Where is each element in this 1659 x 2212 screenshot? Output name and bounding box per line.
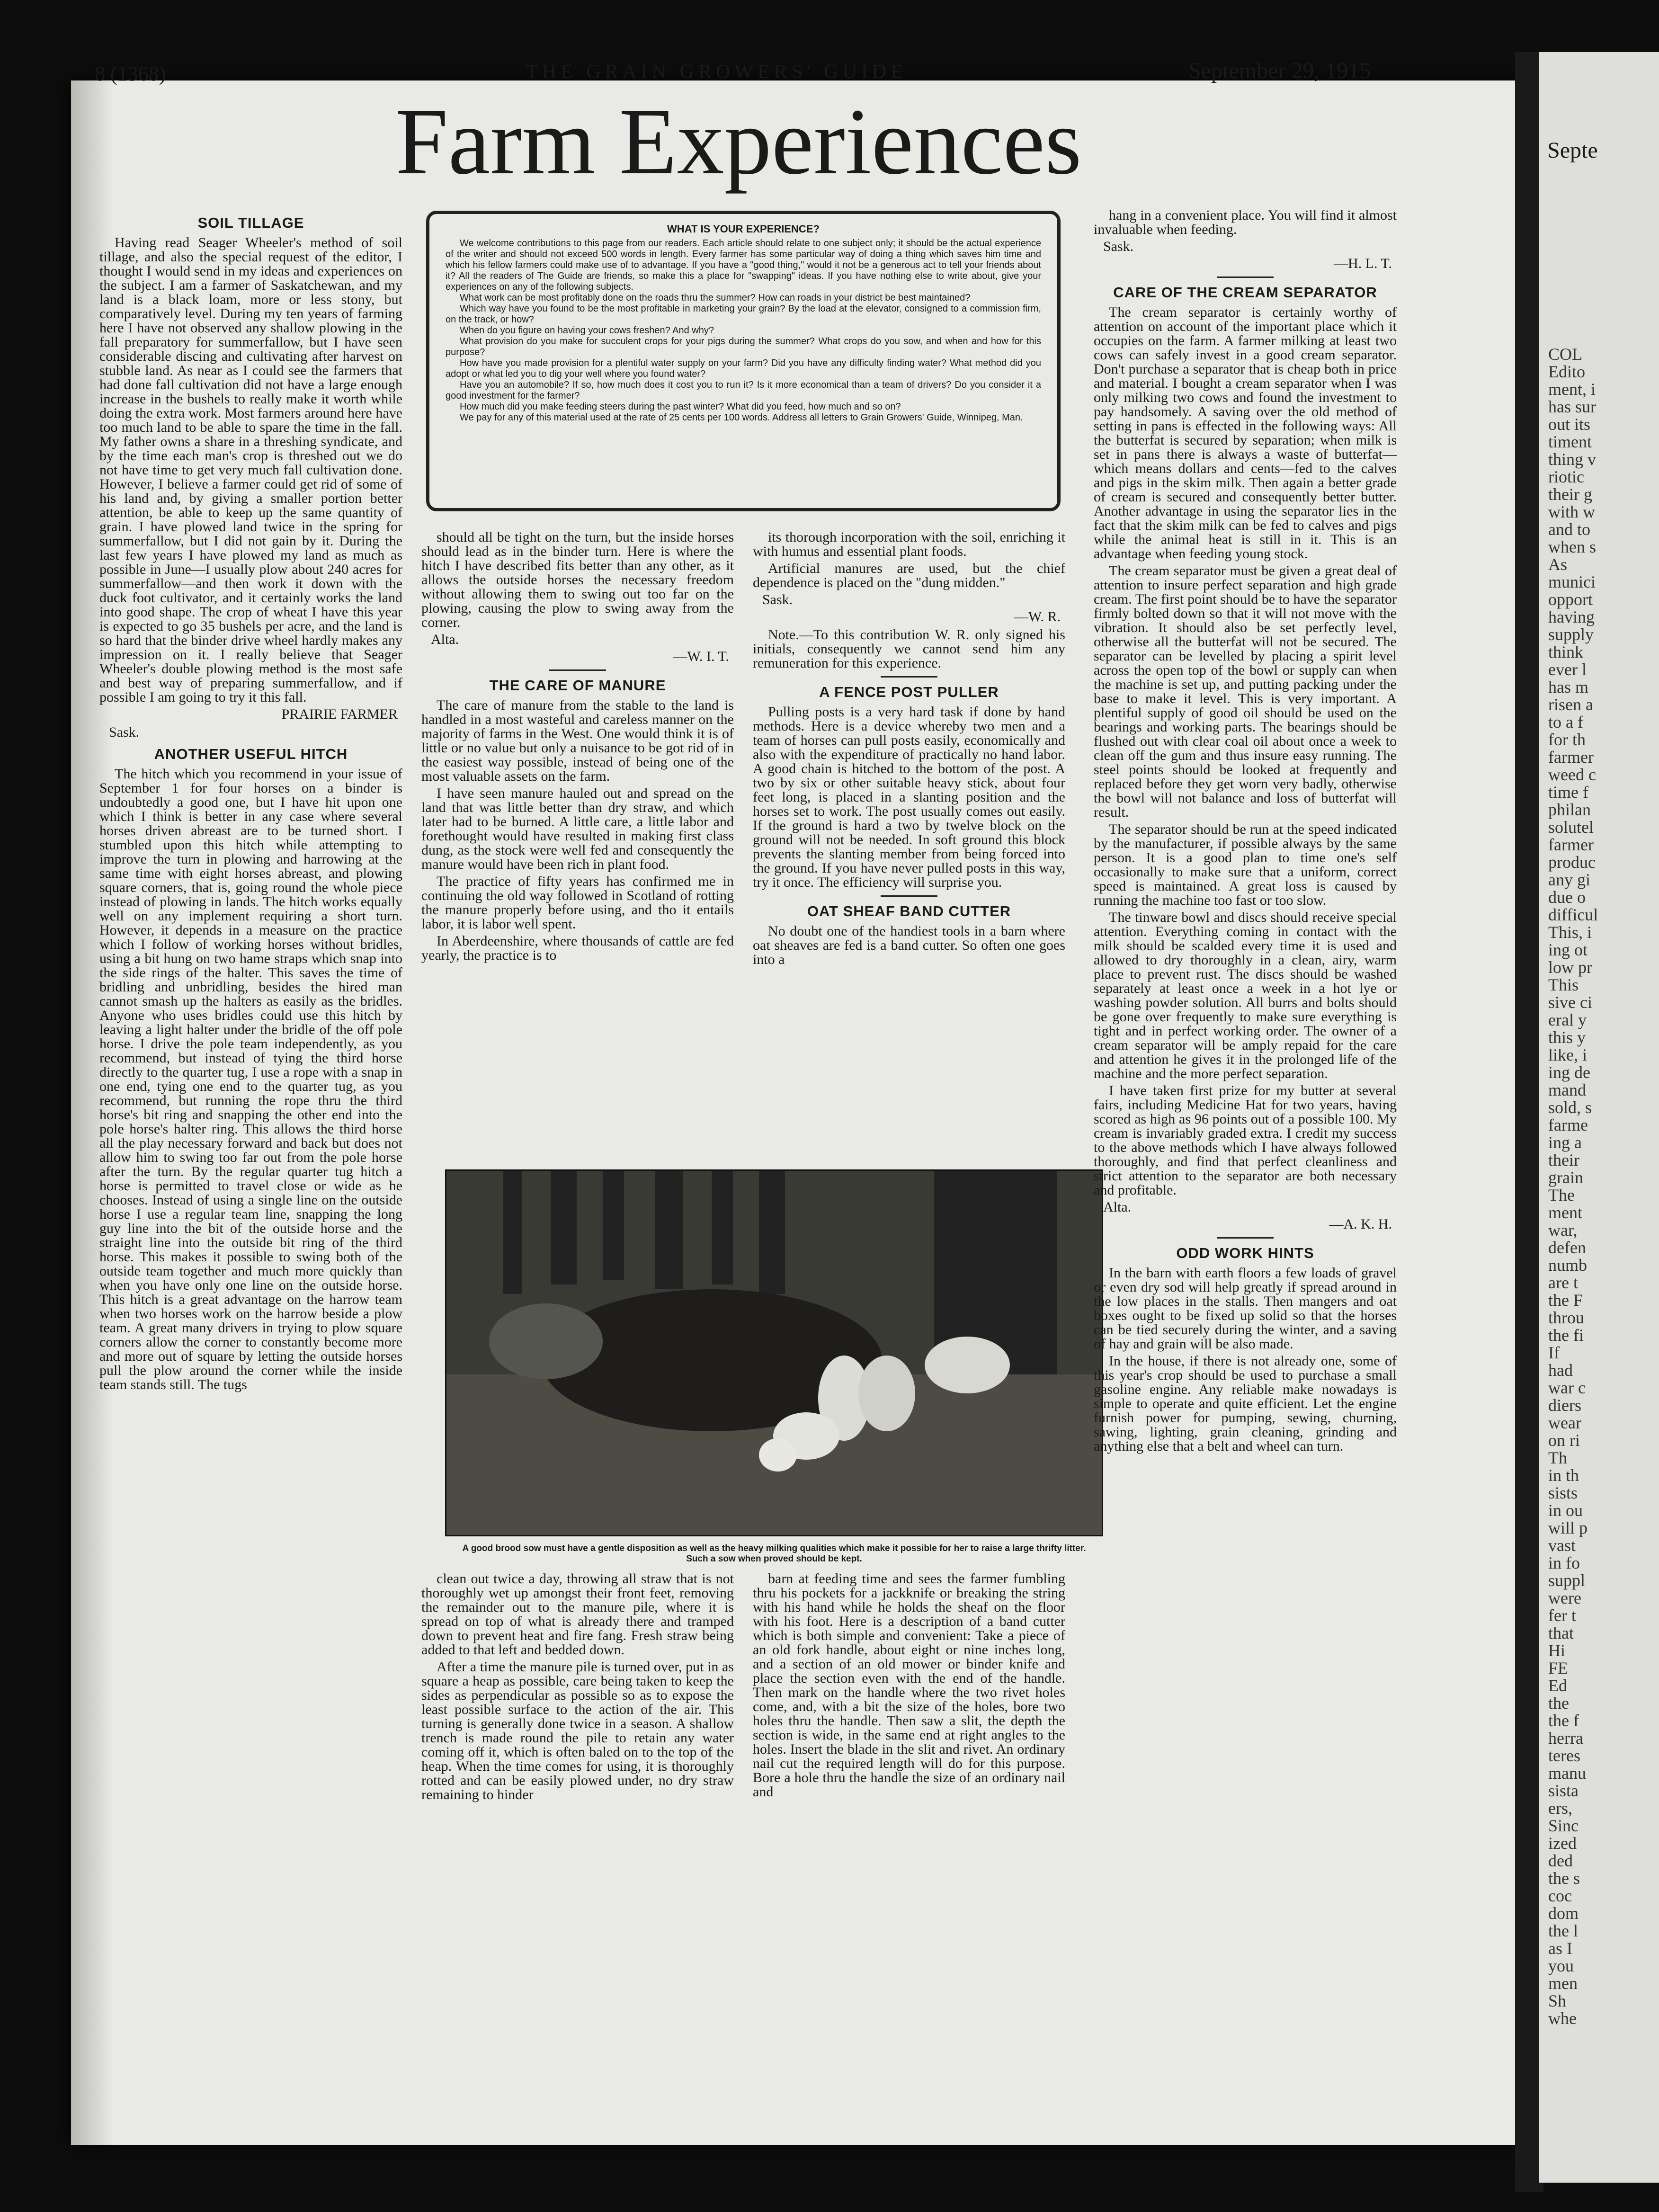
adjacent-page-fragment: ment <box>1548 1203 1582 1222</box>
article-place: Sask. <box>1103 239 1134 254</box>
adjacent-page-fragment: ing a <box>1548 1133 1582 1152</box>
adjacent-page-fragment: supply <box>1548 625 1594 644</box>
adjacent-page-fragment: the f <box>1548 1711 1579 1730</box>
adjacent-page-fragment: whe <box>1548 2009 1577 2028</box>
editor-note: Note.—To this contribution W. R. only signed his initials, consequently we cannot send him any remuneration for this experience. <box>753 627 1065 671</box>
adjacent-page-fragment: Sh <box>1548 1991 1567 2010</box>
article-paragraph: should all be tight on the turn, but the inside horses should lead as in the binder turn. Here is where the hitch I have described fits better than any other, as it allows the outside horses the necessary freedom without allowing them to swing out too far on the plowing, causing the plow to swing away from the corner. <box>421 529 734 630</box>
adjacent-page-fragment: for th <box>1548 730 1586 749</box>
page-number: 8 (1368) <box>95 62 166 85</box>
adjacent-page-date: Septe <box>1547 138 1598 163</box>
article-heading: SOIL TILLAGE <box>197 214 304 231</box>
adjacent-page-fragment: Hi <box>1548 1641 1565 1660</box>
adjacent-page-fragment: defen <box>1548 1238 1586 1257</box>
adjacent-page-fragment: thing v <box>1548 450 1597 469</box>
adjacent-page <box>1539 52 1659 2183</box>
article-paragraph: The hitch which you recommend in your issue of September 1 for four horses on a binder is undoubtedly a good one, but I have hit upon one which I think is better in any case where several horses driven abreast are to be turned short. I stumbled upon this hitch while attempting to improve the turn in plowing and harrowing at the same time with eight horses abreast, and plowing square corners, that is, going round the whole piece instead of plowing in lands. The hitch works equally well on any implement requiring a short turn. However, it depends in a measure on the practice which I follow of working horses without bridles, using a bit hung on two hame straps which snap into the side rings of the halter. This saves the time of bridling and unbridling, besides the hired man cannot smash up the halters as easily as the bridles. Anyone who uses bridles could use this hitch by leaving a light halter under the bridle of the off pole horse. I drive the pole team independently, as you recommend, but instead of tying the third horse directly to the quarter tug, I use a rope with a snap in one end, tying one end to the quarter tug, as you recommend, but running the rope thru the third horse's bit ring and snapping the other end into the pole horse's halter ring. This allows the third horse all the play necessary forward and back but does not allow him to swing too far out from the pole horse after the turn. By the regular quarter tug hitch a horse is permitted to travel close or wide as he chooses. Instead of using a single line on the outside horse I use a regular team line, snapping the long guy line into the bit of the outside horse and the straight line into the outside bit ring of the third horse. This makes it possible to swing both of the outside team together and much more quickly than when you have only one line on the outside horse. This hitch is a great advantage on the harrow team when two horses work on the harrow beside a plow team. A great many drivers in trying to plow square corners allow the corner to constantly become more and more out of square by letting the outside horses pull the plow around the corner while the inside team stands still. The tugs <box>99 766 402 1392</box>
info-box-question: Which way have you found to be the most profitable in marketing your grain? By the load at the elevator, consigned to a commission firm, on the track, or how? <box>446 303 1041 325</box>
contribution-info-box <box>426 211 1061 511</box>
column-4 <box>1094 208 1397 1456</box>
adjacent-page-fragment: opport <box>1548 590 1593 609</box>
article-paragraph: The separator should be run at the speed indicated by the manufacturer, if possible always by the same person. It is a good plan to time one's self occasionally to make sure that a uniform, correct speed is maintained. A great loss is caused by running the machine too fast or too slow. <box>1094 821 1397 908</box>
adjacent-page-fragment: will p <box>1548 1518 1588 1537</box>
adjacent-page-fragment: The <box>1548 1186 1575 1204</box>
article-heading: A FENCE POST PULLER <box>819 684 999 700</box>
adjacent-page-fragment: grain <box>1548 1168 1583 1187</box>
adjacent-page-fragment: the s <box>1548 1869 1580 1888</box>
adjacent-page-fragment: the l <box>1548 1921 1578 1940</box>
adjacent-page-fragment: If <box>1548 1343 1560 1362</box>
divider <box>1217 276 1274 278</box>
adjacent-page-fragment: the fi <box>1548 1326 1584 1345</box>
adjacent-page-fragment: low pr <box>1548 958 1592 977</box>
article-paragraph: The cream separator must be given a great deal of attention to insure perfect separation and high grade cream. The first point should be to have the separator firmly bolted down so that it will not move with the vibration. It should also be set perfectly level, otherwise all the butterfat will not be secured. The separator can be levelled by placing a spirit level across the open top of the bowl or supply can when the machine is set up, and putting packing under the base to make it level. This is very important. A plentiful supply of good oil should be used on the bearings and working parts. The bearings should be flushed out with clear coal oil about once a week to clean off the gum and thus insure easy running. The steel points should be looked at frequently and replaced before they get worn very badly, otherwise the bowl will not balance and loss of butterfat will result. <box>1094 563 1397 820</box>
adjacent-page-fragment: are t <box>1548 1273 1578 1292</box>
info-box-heading: WHAT IS YOUR EXPERIENCE? <box>667 223 820 235</box>
adjacent-page-fragment: sold, s <box>1548 1098 1592 1117</box>
adjacent-page-fragment: when s <box>1548 537 1596 556</box>
divider <box>881 676 937 678</box>
article-paragraph: hang in a convenient place. You will find it almost invaluable when feeding. <box>1094 207 1397 237</box>
adjacent-page-fragment: solutel <box>1548 818 1594 837</box>
adjacent-page-fragment: diers <box>1548 1396 1581 1415</box>
adjacent-page-fragment: Sinc <box>1548 1816 1579 1835</box>
adjacent-page-fragment: throu <box>1548 1308 1584 1327</box>
article-heading: THE CARE OF MANURE <box>489 677 666 694</box>
adjacent-page-fragment: eral y <box>1548 1010 1587 1029</box>
article-paragraph: The practice of fifty years has confirmed me in continuing the old way followed in Scotland of rotting the manure properly before using, and tho it entails labor, it is labor well spent. <box>421 874 734 932</box>
adjacent-page-fragment: vast <box>1548 1536 1576 1555</box>
adjacent-page-fragment: ing ot <box>1548 940 1588 959</box>
adjacent-page-fragment: difficul <box>1548 905 1598 924</box>
article-paragraph: Having read Seager Wheeler's method of soil tillage, and also the special request of the editor, I thought I would send in my ideas and experiences on the subject. I am a farmer of Saskatchewan, and my land is a black loam, more or less stony, but comparatively level. During my ten years of farming here I have not observed any shallow plowing in the fall preparatory for summerfallow, but I have seen considerable discing and cultivating after harvest on stubble land. As near as I could see the farmers that had done fall cultivation did not have a large enough increase in the bushels to really make it worth while doing the extra work. Most farmers around here have too much land to be able to spare the time in the fall. My father owns a share in a threshing syndicate, and by the time each man's crop is threshed out we do not have time to get very much fall cultivation done. However, I believe a farmer could get rid of some of his land and, by giving a smaller portion better attention, be able to keep up the same quantity of grain. I have plowed land twice in the spring for summerfallow, but I did not gain by it. During the last few years I have plowed my land as much as possible in June—I usually plow about 240 acres for summerfallow—and then work it down with the duck foot cultivator, and it certainly works the land into good shape. The crop of wheat I have this year is expected to go 35 bushels per acre, and the land is so hard that the binder drive wheel hardly makes any impression on it. I really believe that Seager Wheeler's double plowing method is the most safe and best way of preparing summerfallow, and if possible I am going to try it this fall. <box>99 235 402 705</box>
article-heading: OAT SHEAF BAND CUTTER <box>807 903 1011 919</box>
adjacent-page-fragment: due o <box>1548 888 1586 907</box>
article-paragraph: No doubt one of the handiest tools in a barn where oat sheaves are fed is a band cutter. So often one goes into a <box>753 923 1065 967</box>
article-signature: —W. I. T. <box>673 649 729 664</box>
article-place: Sask. <box>109 724 140 740</box>
adjacent-page-fragment: war, <box>1548 1221 1578 1240</box>
adjacent-page-fragment: the F <box>1548 1291 1583 1310</box>
article-paragraph: The tinware bowl and discs should receive special attention. Everything coming in contact with the milk should be scalded every time it is used and allowed to dry thoroughly in a clean, airy, warm place to prevent rust. The discs should be washed separately at least once a week in a hot lye or washing powder solution. All burrs and bolts should be gone over frequently to make sure everything is tight and in perfect working order. The owner of a cream separator will be amply repaid for the care and attention he gives it in the prolonged life of the machine and the more perfect separation. <box>1094 910 1397 1081</box>
adjacent-page-fragment: This <box>1548 975 1579 994</box>
adjacent-page-fragment: munici <box>1548 572 1596 591</box>
info-box-question: What work can be most profitably done on the roads thru the summer? How can roads in your district be best maintained? <box>460 293 971 303</box>
adjacent-page-fragment: their g <box>1548 485 1592 504</box>
article-place: Sask. <box>762 592 793 607</box>
adjacent-page-fragment: As <box>1548 555 1568 574</box>
divider <box>1217 1237 1274 1239</box>
adjacent-page-fragment: think <box>1548 642 1584 661</box>
adjacent-page-fragment: any gi <box>1548 870 1590 889</box>
photo-frame <box>445 1169 1103 1586</box>
adjacent-page-fragment: in fo <box>1548 1553 1580 1572</box>
column-2 <box>421 530 734 965</box>
adjacent-page-fragment: has m <box>1548 678 1588 696</box>
info-box-question: Have you an automobile? If so, how much does it cost you to run it? Is it more economical than a team of drivers? Do you consider it a good investment for the farmer? <box>446 380 1041 401</box>
adjacent-page-fragment: ers, <box>1548 1799 1572 1818</box>
article-paragraph: barn at feeding time and sees the farmer fumbling thru his pockets for a jackknife or breaking the string with his hand while he holds the sheaf on the floor with his foot. Here is a description of a band cutter which is both simple and convenient: Take a piece of an old fork handle, about eight or nine inches long, and a section of an old mower or binder knife and place the section even with the end of the handle. Then mark on the handle where the two rivet holes come, and, with a bit the size of the holes, bore two holes thru the handle. Then saw a slit, the depth the section is wide, in the same end at right angles to the holes. Insert the blade in the slit and rivet. An ordinary nail cut the required length will do for this purpose. Bore a hole thru the handle the size of an ordinary nail and <box>753 1571 1065 1800</box>
column-1 <box>99 208 402 1395</box>
article-paragraph: In the house, if there is not already one, some of this year's crop should be used to purchase a small gasoline engine. Any reliable make nowadays is simple to operate and quite efficient. Let the engine furnish power for pumping, sewing, churning, sawing, lighting, grain cleaning, grinding and anything else that a belt and wheel can turn. <box>1094 1353 1397 1454</box>
publication-name: THE GRAIN GROWERS' GUIDE <box>526 61 907 83</box>
column-2-lower <box>421 1572 734 1805</box>
adjacent-page-fragment: and to <box>1548 520 1590 539</box>
adjacent-page-fragment: wear <box>1548 1413 1581 1432</box>
article-paragraph: its thorough incorporation with the soil, enriching it with humus and essential plant foods. <box>753 529 1065 559</box>
adjacent-page-fragment: war c <box>1548 1378 1586 1397</box>
divider <box>881 895 937 897</box>
adjacent-page-fragment: this y <box>1548 1028 1586 1047</box>
adjacent-page-fragment: herra <box>1548 1729 1583 1748</box>
adjacent-page-fragment: weed c <box>1548 765 1596 784</box>
info-box-question: When do you figure on having your cows freshen? And why? <box>460 325 714 336</box>
article-paragraph: Pulling posts is a very hard task if done by hand methods. Here is a device whereby two men and a team of horses can pull posts easily, economically and also with the expenditure of practically no hand labor. A good chain is hitched to the bottom of the post. A two by six or other suitable heavy stick, about four feet long, is placed in a slanting position and the horses set to work. The post usually comes out easily. If the ground is hard a two by twelve block on the ground will not be needed. In soft ground this block prevents the slanting member from being forced into the ground. If you have never pulled posts in this way, try it once. The efficiency will surprise you. <box>753 704 1065 890</box>
adjacent-page-text <box>1548 346 1659 2027</box>
adjacent-page-fragment: men <box>1548 1974 1578 1993</box>
article-paragraph: The cream separator is certainly worthy of attention on account of the important place which it occupies on the farm. A farmer milking at least two cows can safely invest in a good cream separator. Don't purchase a separator that is cheap both in price and material. I bought a cream separator when I was only milking two cows and found the investment to pay handsomely. A saving over the old method of setting in pans is effected in the following ways: All the butterfat is secured by separation; when milk is set in pans there is always a waste of butterfat—which means dollars and cents—fed to the calves and pigs in the skim milk. Then again a better grade of cream is secured and consequently better butter. Another advantage in using the separator lies in the fact that the skim milk can be fed to calves and pigs while the animal heat is still in it. This is an advantage when feeding young stock. <box>1094 304 1397 562</box>
adjacent-page-fragment: produc <box>1548 853 1596 872</box>
adjacent-page-fragment: ment, i <box>1548 380 1596 399</box>
info-box-question: What provision do you make for succulent crops for your pigs during the summer? What crops do you sow, and when and how for this purpose? <box>446 336 1041 357</box>
article-heading: CARE OF THE CREAM SEPARATOR <box>1113 284 1377 301</box>
adjacent-page-fragment: Edito <box>1548 362 1585 381</box>
adjacent-page-fragment: sive ci <box>1548 993 1592 1012</box>
adjacent-page-fragment: their <box>1548 1151 1579 1169</box>
adjacent-page-fragment: ing de <box>1548 1063 1590 1082</box>
adjacent-page-fragment: that <box>1548 1623 1574 1642</box>
adjacent-page-fragment: had <box>1548 1361 1573 1380</box>
adjacent-page-fragment: ded <box>1548 1851 1573 1870</box>
article-paragraph: In Aberdeenshire, where thousands of cattle are fed yearly, the practice is to <box>421 933 734 963</box>
article-heading: ODD WORK HINTS <box>1176 1245 1314 1261</box>
article-paragraph: Artificial manures are used, but the chief dependence is placed on the "dung midden." <box>753 561 1065 590</box>
article-place: Alta. <box>1103 1199 1132 1215</box>
adjacent-page-fragment: to a f <box>1548 713 1583 731</box>
adjacent-page-fragment: Ed <box>1548 1676 1567 1695</box>
adjacent-page-fragment: on ri <box>1548 1431 1580 1450</box>
adjacent-page-fragment: farme <box>1548 1115 1588 1134</box>
adjacent-page-fragment: ized <box>1548 1834 1577 1853</box>
adjacent-page-fragment: dom <box>1548 1904 1579 1923</box>
article-paragraph: After a time the manure pile is turned over, put in as square a heap as possible, care being taken to keep the sides as perpendicular as possible so as to expose the least possible surface to the action of the air. This turning is generally done twice in a season. A shallow trench is made round the pile to retain any water coming off it, which is often baled on to the top of the heap. When the time comes for using, it is thoroughly rotted and can be easily plowed under, no dry straw remaining to hinder <box>421 1659 734 1802</box>
adjacent-page-fragment: were <box>1548 1588 1581 1607</box>
adjacent-page-fragment: having <box>1548 607 1595 626</box>
adjacent-page-fragment: timent <box>1548 432 1592 451</box>
adjacent-page-fragment: philan <box>1548 800 1591 819</box>
adjacent-page-fragment: farmer <box>1548 748 1594 767</box>
article-signature: PRAIRIE FARMER <box>281 706 398 722</box>
article-signature: —W. R. <box>1014 609 1061 624</box>
adjacent-page-fragment: like, i <box>1548 1045 1587 1064</box>
adjacent-page-fragment: sista <box>1548 1781 1579 1800</box>
article-paragraph: clean out twice a day, throwing all straw that is not thoroughly wet up amongst their front feet, removing the remainder out to the manure pile, where it is spread on top of what is already there and tramped down to prevent heat and fire fang. Fresh straw being added to that left and bedded down. <box>421 1571 734 1658</box>
column-3 <box>753 530 1065 970</box>
adjacent-page-fragment: sists <box>1548 1483 1578 1502</box>
adjacent-page-fragment: numb <box>1548 1256 1588 1275</box>
sow-and-piglets-illustration <box>446 1171 1102 1535</box>
info-box-intro: We welcome contributions to this page from our readers. Each article should relate to one subject only; it should be the actual experience of the writer and should not exceed 500 words in length. Every farmer has some particular way of doing a thing which saves him time and which his fellow farmers could make use of to advantage. If you have a "good thing," would it not be a generous act to tell your friends about it? All the readers of The Guide are friends, so make this a place for "swapping" ideas. If you have nothing else to write about, give your experiences on any of the following subjects. <box>446 238 1041 292</box>
adjacent-page-fragment: This, i <box>1548 923 1592 942</box>
adjacent-page-fragment: risen a <box>1548 695 1593 714</box>
article-paragraph: In the barn with earth floors a few loads of gravel or even dry sod will help greatly if spread around in the low places in the stalls. Then mangers and oat boxes ought to be fixed up solid so that the horses can be tied securely during the winter, and a saving of hay and grain will be also made. <box>1094 1265 1397 1352</box>
adjacent-page-fragment: fer t <box>1548 1606 1576 1625</box>
adjacent-page-fragment: manu <box>1548 1764 1586 1783</box>
adjacent-page-fragment: COL <box>1548 345 1582 364</box>
info-box-question: How much did you make feeding steers during the past winter? What did you feed, how much and so on? <box>460 401 901 412</box>
adjacent-page-fragment: time f <box>1548 783 1588 802</box>
info-box-question: How have you made provision for a plentiful water supply on your farm? Did you have any difficulty finding water? What method did you adopt or what led you to dig your well where you found water? <box>446 358 1041 379</box>
adjacent-page-fragment: suppl <box>1548 1571 1586 1590</box>
adjacent-page-fragment: FE <box>1548 1659 1569 1677</box>
adjacent-page-fragment: you <box>1548 1956 1574 1975</box>
issue-date: September 29, 1915 <box>1188 58 1371 83</box>
adjacent-page-fragment: with w <box>1548 502 1595 521</box>
adjacent-page-fragment: coc <box>1548 1886 1572 1905</box>
article-paragraph: I have seen manure hauled out and spread on the land that was little better than dry straw, and which later had to be burned. A little care, a little labor and forethought would have resulted in making first class dung, as the stock were well fed and consequently the manure would have been rich in plant food. <box>421 785 734 872</box>
info-box-footer: We pay for any of this material used at the rate of 25 cents per 100 words. Address all letters to Grain Growers' Guide, Winnipeg, Man. <box>460 412 1023 423</box>
article-signature: —H. L. T. <box>1333 256 1392 271</box>
divider <box>549 669 606 671</box>
adjacent-page-fragment: the <box>1548 1694 1569 1713</box>
photo-caption: A good brood sow must have a gentle disposition as well as the heavy milking qualities which make it possible for her to raise a large thrifty litter. Such a sow when proved should be kept. <box>462 1543 1086 1564</box>
article-signature: —A. K. H. <box>1329 1216 1392 1232</box>
adjacent-page-fragment: Th <box>1548 1448 1567 1467</box>
column-3-lower <box>753 1572 1065 1802</box>
adjacent-page-fragment: has sur <box>1548 397 1596 416</box>
adjacent-page-fragment: as I <box>1548 1939 1572 1958</box>
adjacent-page-fragment: in ou <box>1548 1501 1583 1520</box>
adjacent-page-fragment: ever l <box>1548 660 1587 679</box>
article-heading: ANOTHER USEFUL HITCH <box>154 746 348 762</box>
page-title: Farm Experiences <box>395 89 1082 194</box>
adjacent-page-fragment: out its <box>1548 415 1591 434</box>
adjacent-page-fragment: mand <box>1548 1080 1586 1099</box>
brood-sow-photo-icon <box>445 1169 1103 1536</box>
article-place: Alta. <box>431 632 459 647</box>
adjacent-page-fragment: teres <box>1548 1746 1580 1765</box>
article-paragraph: I have taken first prize for my butter at several fairs, including Medicine Hat for two years, having scored as high as 96 points out of a possible 100. My cream is invariably graded extra. I credit my success to the above methods which I have always followed thoroughly, and find that perfect cleanliness and strict attention to the separator are both necessary and profitable. <box>1094 1083 1397 1198</box>
adjacent-page-fragment: riotic <box>1548 467 1584 486</box>
article-paragraph: The care of manure from the stable to the land is handled in a most wasteful and careless manner on the majority of farms in the West. One would think it is of little or no value but only a nuisance to be got rid of in the easiest way possible, instead of being one of the most valuable assets on the farm. <box>421 697 734 784</box>
adjacent-page-fragment: in th <box>1548 1466 1579 1485</box>
adjacent-page-fragment: farmer <box>1548 835 1594 854</box>
